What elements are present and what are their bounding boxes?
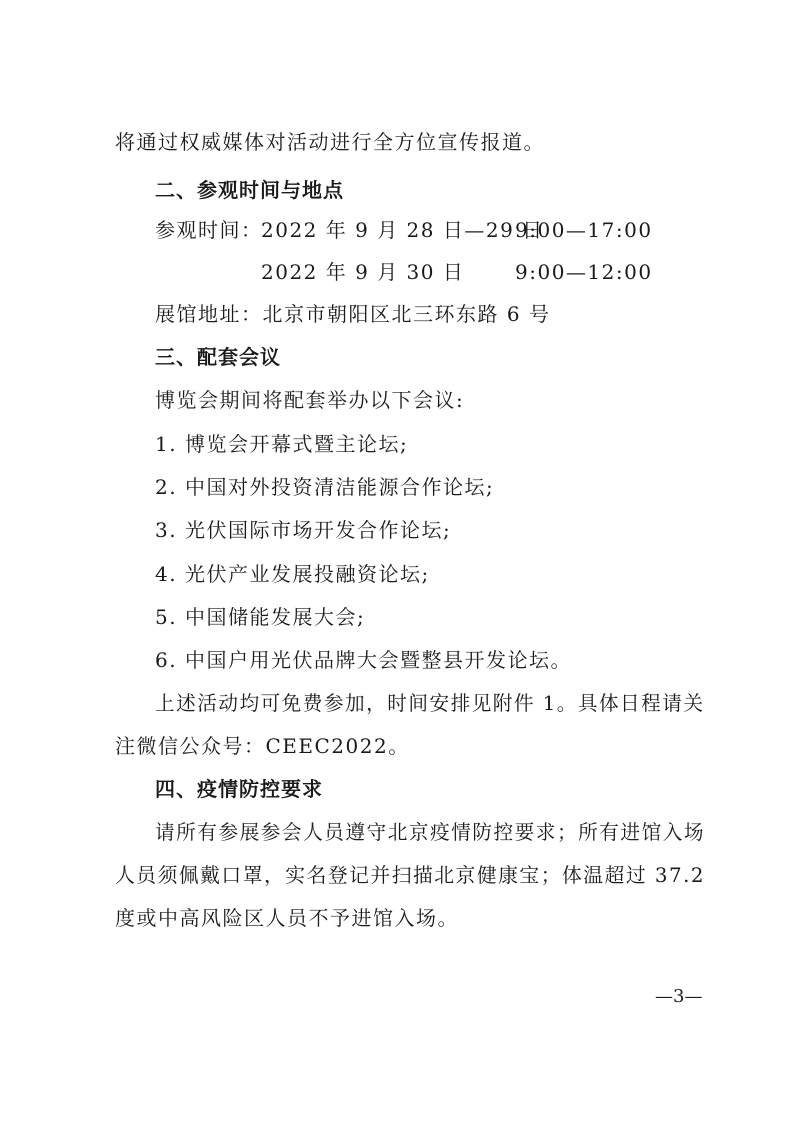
visit-time-row-2 (155, 260, 675, 284)
venue-address: 展馆地址：北京市朝阳区北三环东路 6 号 (155, 302, 551, 326)
visit-time-date-2: 2022 年 9 月 30 日 (261, 260, 465, 284)
epidemic-paragraph-line-1: 请所有参展参会人员遵守北京疫情防控要求；所有进馆入场 (155, 820, 706, 844)
epidemic-paragraph-line-3: 度或中高风险区人员不予进馆入场。 (115, 906, 459, 930)
meetings-intro: 博览会期间将配套举办以下会议: (155, 388, 465, 412)
continuation-paragraph: 将通过权威媒体对活动进行全方位宣传报道。 (115, 130, 545, 154)
list-item: 1. 博览会开幕式暨主论坛; (155, 432, 409, 456)
list-item: 5. 中国储能发展大会; (155, 605, 366, 629)
list-item: 2. 中国对外投资清洁能源合作论坛; (155, 475, 495, 499)
page-number: —3— (655, 986, 703, 1007)
visit-time-date-1: 2022 年 9 月 28 日—29 日 (261, 218, 544, 242)
visit-time-hours-2: 9:00—12:00 (515, 260, 653, 284)
list-item: 4. 光伏产业发展投融资论坛; (155, 562, 430, 586)
visit-time-hours-1: 9:00—17:00 (515, 218, 653, 242)
meetings-note-line-2: 注微信公众号：CEEC2022。 (115, 734, 410, 758)
visit-time-row-1 (155, 218, 675, 242)
section2-heading: 二、参观时间与地点 (155, 178, 344, 202)
epidemic-paragraph-line-2: 人员须佩戴口罩，实名登记并扫描北京健康宝；体温超过 37.2 (115, 863, 705, 887)
visit-time-label: 参观时间： (155, 218, 263, 242)
section3-heading: 三、配套会议 (155, 345, 281, 369)
list-item: 6. 中国户用光伏品牌大会暨整县开发论坛。 (155, 648, 572, 672)
meetings-note-line-1: 上述活动均可免费参加，时间安排见附件 1。具体日程请关 (155, 691, 705, 715)
section4-heading: 四、疫情防控要求 (155, 777, 323, 801)
list-item: 3. 光伏国际市场开发合作论坛; (155, 518, 452, 542)
